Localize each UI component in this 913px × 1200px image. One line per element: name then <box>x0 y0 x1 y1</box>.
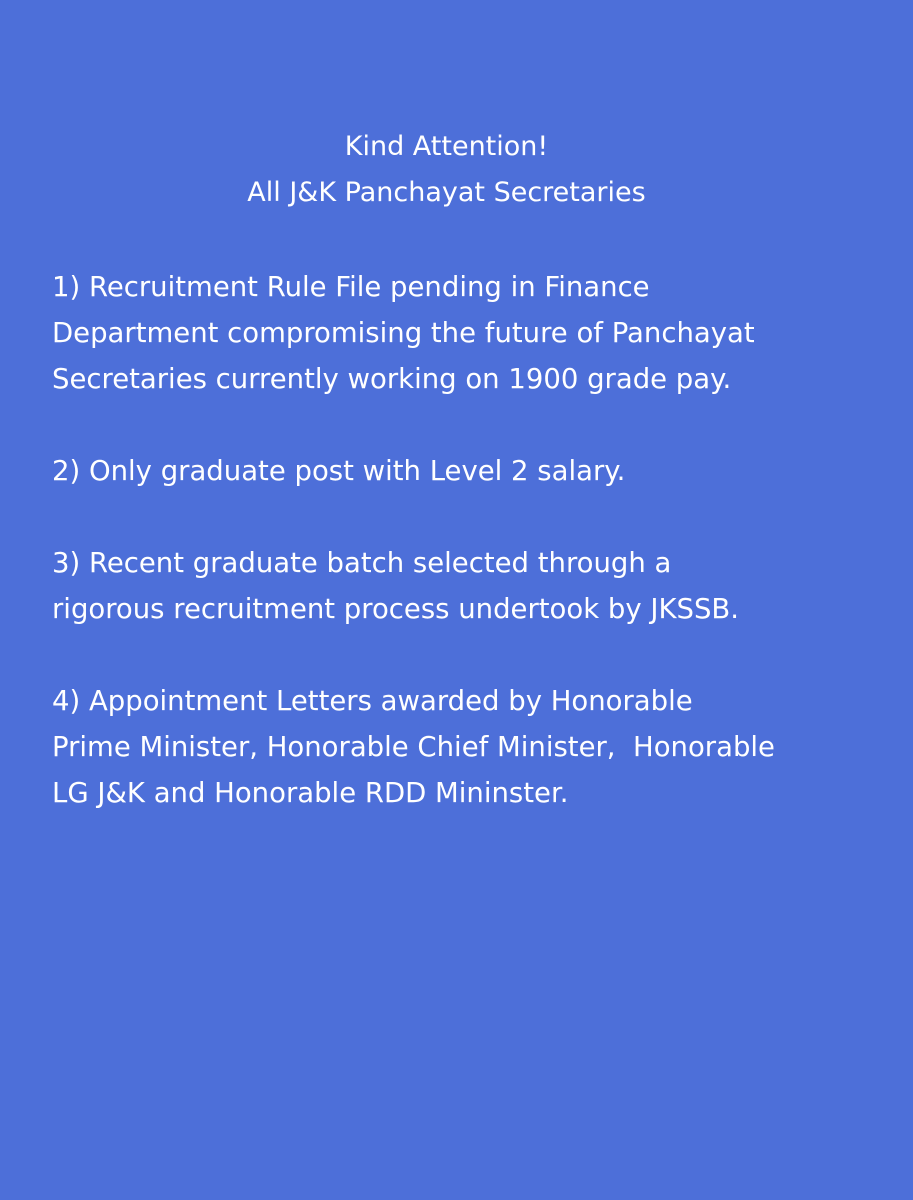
notice-point-2 <box>52 448 892 494</box>
point-4-line-1: 4) Appointment Letters awarded by Honorable <box>52 685 693 717</box>
point-1-line-1: 1) Recruitment Rule File pending in Finance <box>52 271 650 303</box>
heading-line-1: Kind Attention! <box>344 131 549 162</box>
point-4-line-3: LG J&K and Honorable RDD Mininster. <box>52 777 569 809</box>
notice-point-1 <box>52 264 892 402</box>
notice-point-4 <box>52 678 892 816</box>
point-1-line-2: Department compromising the future of Panchayat <box>52 317 755 349</box>
notice-heading <box>0 124 893 216</box>
heading-line-2: All J&K Panchayat Secretaries <box>247 177 646 208</box>
point-1-line-3: Secretaries currently working on 1900 grade pay. <box>52 363 732 395</box>
notice-points <box>52 264 892 862</box>
point-4-line-2: Prime Minister, Honorable Chief Minister, Honorable <box>52 731 775 763</box>
point-3-line-2: rigorous recruitment process undertook by JKSSB. <box>52 593 740 625</box>
point-2-line-1: 2) Only graduate post with Level 2 salary. <box>52 455 626 487</box>
point-3-line-1: 3) Recent graduate batch selected through a <box>52 547 672 579</box>
notice-point-3 <box>52 540 892 632</box>
